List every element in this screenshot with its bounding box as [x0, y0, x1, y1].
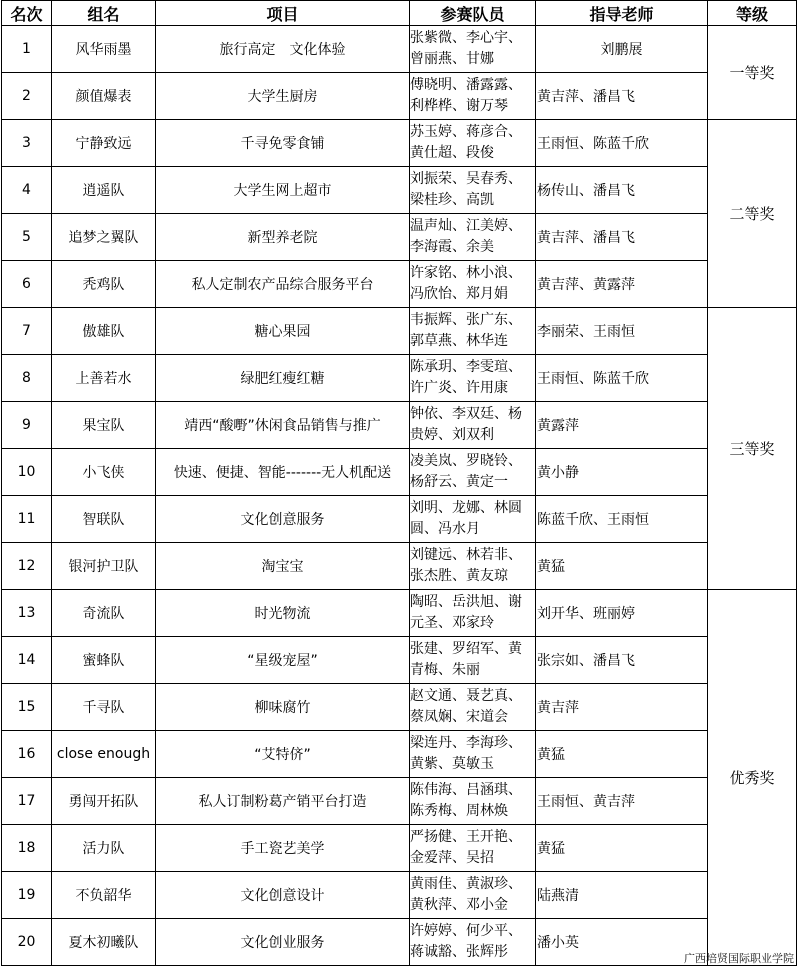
group-cell: 不负韶华 — [52, 872, 156, 919]
members-cell: 陈伟海、吕涵琪、 陈秀梅、周林焕 — [410, 778, 536, 825]
members-cell: 刘明、龙娜、林圆 圆、冯水月 — [410, 496, 536, 543]
group-cell: 奇流队 — [52, 590, 156, 637]
teacher-cell: 张宗如、潘昌飞 — [536, 637, 708, 684]
project-cell: “星级宠屋” — [156, 637, 410, 684]
teacher-cell: 黄猛 — [536, 543, 708, 590]
group-cell: close enough — [52, 731, 156, 778]
table-row — [2, 778, 797, 825]
teacher-cell: 陆燕清 — [536, 872, 708, 919]
project-cell: 大学生网上超市 — [156, 167, 410, 214]
members-cell: 陶昭、岳洪旭、谢 元圣、邓家玲 — [410, 590, 536, 637]
teacher-cell: 刘鹏展 — [536, 26, 708, 73]
teacher-cell: 王雨恒、陈蓝千欣 — [536, 355, 708, 402]
group-cell: 果宝队 — [52, 402, 156, 449]
project-cell: 私人订制粉葛产销平台打造 — [156, 778, 410, 825]
group-cell: 逍遥队 — [52, 167, 156, 214]
members-cell: 黄雨佳、黄淑珍、 黄秋萍、邓小金 — [410, 872, 536, 919]
project-cell: 文化创意服务 — [156, 496, 410, 543]
rank-cell: 17 — [2, 778, 52, 825]
members-cell: 张紫微、李心宇、 曾丽燕、甘娜 — [410, 26, 536, 73]
rank-cell: 4 — [2, 167, 52, 214]
rank-cell: 18 — [2, 825, 52, 872]
table-row — [2, 402, 797, 449]
members-cell: 严扬健、王开艳、 金爱萍、吴招 — [410, 825, 536, 872]
teacher-cell: 王雨恒、陈蓝千欣 — [536, 120, 708, 167]
members-cell: 韦振辉、张广东、 郭草燕、林华连 — [410, 308, 536, 355]
table-row — [2, 308, 797, 355]
teacher-cell: 王雨恒、黄吉萍 — [536, 778, 708, 825]
table-row — [2, 261, 797, 308]
header-group: 组名 — [52, 1, 156, 26]
header-members: 参赛队员 — [410, 1, 536, 26]
project-cell: 文化创业服务 — [156, 919, 410, 966]
table-row — [2, 167, 797, 214]
rank-cell: 1 — [2, 26, 52, 73]
teacher-cell: 黄吉萍、潘昌飞 — [536, 214, 708, 261]
level-cell: 一等奖 — [708, 26, 797, 120]
table-row — [2, 825, 797, 872]
members-cell: 刘键远、林若非、 张杰胜、黄友琼 — [410, 543, 536, 590]
teacher-cell: 陈蓝千欣、王雨恒 — [536, 496, 708, 543]
group-cell: 活力队 — [52, 825, 156, 872]
members-cell: 刘振荣、吴春秀、 梁桂珍、高凯 — [410, 167, 536, 214]
level-cell: 二等奖 — [708, 120, 797, 308]
members-cell: 傅晓明、潘露露、 利桦桦、谢万琴 — [410, 73, 536, 120]
members-cell: 赵文通、聂艺真、 蔡凤娴、宋道会 — [410, 684, 536, 731]
group-cell: 智联队 — [52, 496, 156, 543]
group-cell: 追梦之翼队 — [52, 214, 156, 261]
table-row — [2, 731, 797, 778]
level-cell: 三等奖 — [708, 308, 797, 590]
project-cell: 糖心果园 — [156, 308, 410, 355]
members-cell: 温声灿、江美婷、 李海霞、余美 — [410, 214, 536, 261]
table-row — [2, 496, 797, 543]
teacher-cell: 潘小英 — [536, 919, 708, 966]
rank-cell: 20 — [2, 919, 52, 966]
members-cell: 陈承玥、李雯瑄、 许广炎、许用康 — [410, 355, 536, 402]
teacher-cell: 杨传山、潘昌飞 — [536, 167, 708, 214]
header-row — [2, 1, 797, 26]
project-cell: “艾特侪” — [156, 731, 410, 778]
table-row — [2, 919, 797, 966]
table-row — [2, 26, 797, 73]
teacher-cell: 刘开华、班丽婷 — [536, 590, 708, 637]
group-cell: 蜜蜂队 — [52, 637, 156, 684]
project-cell: 柳味腐竹 — [156, 684, 410, 731]
rank-cell: 5 — [2, 214, 52, 261]
header-rank: 名次 — [2, 1, 52, 26]
rank-cell: 12 — [2, 543, 52, 590]
table-row — [2, 120, 797, 167]
rank-cell: 6 — [2, 261, 52, 308]
rank-cell: 7 — [2, 308, 52, 355]
project-cell: 靖西“酸嘢”休闲食品销售与推广 — [156, 402, 410, 449]
group-cell: 夏木初曦队 — [52, 919, 156, 966]
project-cell: 快速、便捷、智能-------无人机配送 — [156, 449, 410, 496]
rank-cell: 2 — [2, 73, 52, 120]
group-cell: 勇闯开拓队 — [52, 778, 156, 825]
project-cell: 旅行高定 文化体验 — [156, 26, 410, 73]
table-row — [2, 214, 797, 261]
project-cell: 私人定制农产品综合服务平台 — [156, 261, 410, 308]
table-row — [2, 684, 797, 731]
group-cell: 上善若水 — [52, 355, 156, 402]
group-cell: 颜值爆表 — [52, 73, 156, 120]
rank-cell: 14 — [2, 637, 52, 684]
project-cell: 千寻免零食铺 — [156, 120, 410, 167]
teacher-cell: 李丽荣、王雨恒 — [536, 308, 708, 355]
group-cell: 宁静致远 — [52, 120, 156, 167]
teacher-cell: 黄小静 — [536, 449, 708, 496]
teacher-cell: 黄吉萍、黄露萍 — [536, 261, 708, 308]
group-cell: 傲雄队 — [52, 308, 156, 355]
table-body — [2, 26, 797, 966]
project-cell: 淘宝宝 — [156, 543, 410, 590]
rank-cell: 8 — [2, 355, 52, 402]
teacher-cell: 黄猛 — [536, 731, 708, 778]
header-level: 等级 — [708, 1, 797, 26]
project-cell: 手工瓷艺美学 — [156, 825, 410, 872]
teacher-cell: 黄猛 — [536, 825, 708, 872]
table-row — [2, 590, 797, 637]
table-row — [2, 637, 797, 684]
header-project: 项目 — [156, 1, 410, 26]
members-cell: 钟依、李双廷、杨 贵婷、刘双利 — [410, 402, 536, 449]
rank-cell: 19 — [2, 872, 52, 919]
rank-cell: 13 — [2, 590, 52, 637]
group-cell: 小飞侠 — [52, 449, 156, 496]
project-cell: 新型养老院 — [156, 214, 410, 261]
project-cell: 文化创意设计 — [156, 872, 410, 919]
awards-table — [1, 0, 797, 966]
teacher-cell: 黄露萍 — [536, 402, 708, 449]
members-cell: 梁连丹、李海珍、 黄紫、莫敏玉 — [410, 731, 536, 778]
members-cell: 许婷婷、何少平、 蒋诚豁、张辉彤 — [410, 919, 536, 966]
table-row — [2, 449, 797, 496]
watermark-text: 广西培贤国际职业学院 — [684, 952, 794, 965]
rank-cell: 16 — [2, 731, 52, 778]
group-cell: 银河护卫队 — [52, 543, 156, 590]
project-cell: 时光物流 — [156, 590, 410, 637]
rank-cell: 3 — [2, 120, 52, 167]
group-cell: 千寻队 — [52, 684, 156, 731]
rank-cell: 11 — [2, 496, 52, 543]
members-cell: 苏玉婷、蒋彦合、 黄仕超、段俊 — [410, 120, 536, 167]
rank-cell: 9 — [2, 402, 52, 449]
table-row — [2, 355, 797, 402]
members-cell: 凌美岚、罗晓铃、 杨舒云、黄定一 — [410, 449, 536, 496]
members-cell: 张建、罗绍军、黄 青梅、朱丽 — [410, 637, 536, 684]
teacher-cell: 黄吉萍、潘昌飞 — [536, 73, 708, 120]
table-row — [2, 73, 797, 120]
table-row — [2, 543, 797, 590]
rank-cell: 10 — [2, 449, 52, 496]
rank-cell: 15 — [2, 684, 52, 731]
level-cell: 优秀奖 — [708, 590, 797, 966]
group-cell: 秃鸡队 — [52, 261, 156, 308]
members-cell: 许家铭、林小浪、 冯欣怡、郑月娟 — [410, 261, 536, 308]
group-cell: 风华雨墨 — [52, 26, 156, 73]
header-teacher: 指导老师 — [536, 1, 708, 26]
project-cell: 大学生厨房 — [156, 73, 410, 120]
teacher-cell: 黄吉萍 — [536, 684, 708, 731]
table-row — [2, 872, 797, 919]
project-cell: 绿肥红瘦红糖 — [156, 355, 410, 402]
